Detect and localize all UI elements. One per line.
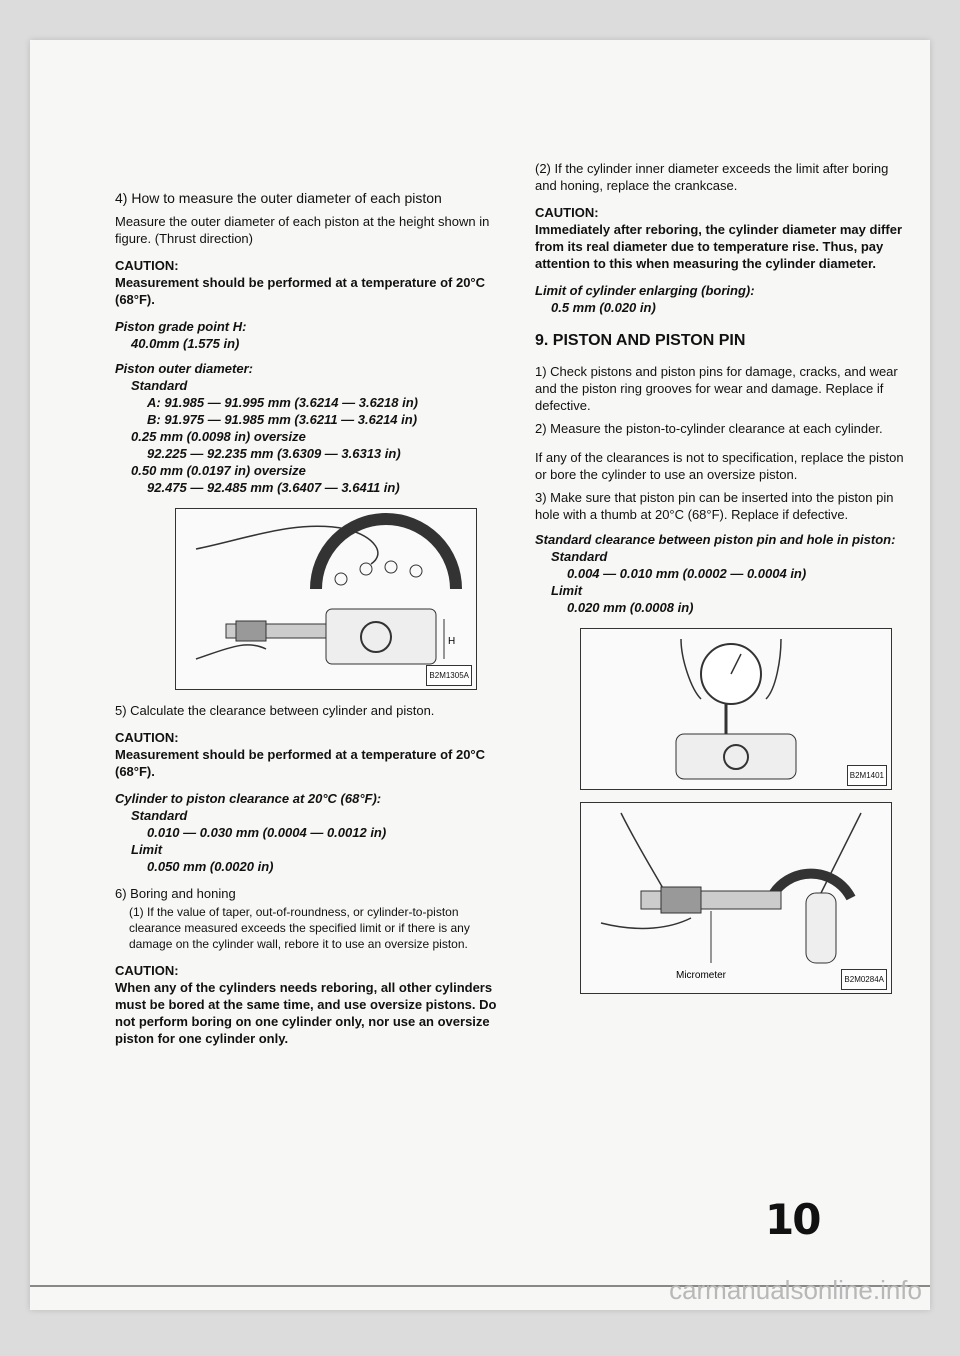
pin-clearance-label: Standard clearance between piston pin and hole in piston:: [535, 532, 896, 547]
standard-a: A: 91.985 — 91.995 mm (3.6214 — 3.6218 in): [147, 395, 418, 410]
height-label-h: H: [448, 636, 456, 647]
clearance-limit-value: 0.050 mm (0.0020 in): [147, 859, 274, 874]
caution-heading: CAUTION:: [115, 258, 179, 273]
standard-label: Standard: [131, 378, 188, 393]
micrometer-label: Micrometer: [676, 970, 727, 981]
section9-step3: 3) Make sure that piston pin can be inserted into the piston pin hole with a thumb at 20°C (68°F). Replace if defective.: [535, 490, 894, 522]
watermark: carmanualsonline.info: [669, 1275, 922, 1305]
clearance-standard-value: 0.010 — 0.030 mm (0.0004 — 0.0012 in): [147, 825, 387, 840]
figure-dial-gauge: [580, 628, 892, 790]
section9-step2: 2) Measure the piston-to-cylinder clearance at each cylinder.: [535, 421, 883, 436]
outer-diameter-label: Piston outer diameter:: [115, 361, 253, 376]
caution-text: When any of the cylinders needs reboring, all other cylinders must be bored at the same time, and use oversize pistons. Do not perform boring on one cylinder only, nor use an oversize piston for one cylinder only.: [115, 980, 497, 1046]
clearance-label: Cylinder to piston clearance at 20°C (68°F):: [115, 791, 382, 806]
step5: 5) Calculate the clearance between cylinder and piston.: [115, 703, 435, 718]
figure-code: B2M0284A: [841, 969, 887, 990]
figure-micrometer-pin: [580, 802, 892, 994]
right-column: [535, 160, 905, 1006]
step4-title: 4) How to measure the outer diameter of each piston: [115, 190, 442, 206]
figure-code: B2M1305A: [426, 665, 472, 686]
oversize-025-label: 0.25 mm (0.0098 in) oversize: [131, 429, 306, 444]
dial-gauge-illustration: [581, 629, 891, 789]
pin-standard-value: 0.004 — 0.010 mm (0.0002 — 0.0004 in): [567, 566, 807, 581]
caution-text: Immediately after reboring, the cylinder diameter may differ from its real diameter due to temperature rise. Thus, pay attention to this when measuring the cylinder diameter.: [535, 222, 903, 271]
caution-heading: CAUTION:: [115, 963, 179, 978]
section9-step1: 1) Check pistons and piston pins for damage, cracks, and wear and the piston ring grooves for wear and damage. Replace if defective.: [535, 364, 898, 413]
step6-2: (2) If the cylinder inner diameter exceeds the limit after boring and honing, replace the crankcase.: [535, 161, 889, 193]
section9-note: If any of the clearances is not to specification, replace the piston or bore the cylinder to use an oversize piston.: [535, 450, 904, 482]
pin-standard: Standard: [551, 549, 608, 564]
grade-label: Piston grade point H:: [115, 319, 247, 334]
figure-piston-measure: [175, 508, 477, 690]
oversize-050-label: 0.50 mm (0.0197 in) oversize: [131, 463, 306, 478]
step6: 6) Boring and honing: [115, 886, 236, 901]
micrometer-illustration: [581, 803, 891, 993]
page-number: 10: [765, 1195, 820, 1244]
piston-micrometer-illustration: [176, 509, 476, 689]
pin-limit: Limit: [551, 583, 583, 598]
oversize-050-value: 92.475 — 92.485 mm (3.6407 — 3.6411 in): [147, 480, 400, 495]
clearance-limit: Limit: [131, 842, 163, 857]
caution-text: Measurement should be performed at a temperature of 20°C (68°F).: [115, 747, 486, 779]
step6-1: (1) If the value of taper, out-of-roundness, or cylinder-to-piston clearance measured exceeds the specified limit or if there is any damage on the cylinder wall, rebore it to use an oversize piston.: [129, 905, 470, 951]
manual-page: [30, 40, 930, 1310]
grade-value: 40.0mm (1.575 in): [131, 336, 240, 351]
oversize-025-value: 92.225 — 92.235 mm (3.6309 — 3.6313 in): [147, 446, 401, 461]
left-column: [115, 190, 505, 1057]
section-heading: 9. PISTON AND PISTON PIN: [535, 332, 746, 349]
pin-limit-value: 0.020 mm (0.0008 in): [567, 600, 694, 615]
step4-body: Measure the outer diameter of each piston at the height shown in figure. (Thrust direction): [115, 214, 490, 246]
enlarge-label: Limit of cylinder enlarging (boring):: [535, 283, 755, 298]
clearance-standard: Standard: [131, 808, 188, 823]
enlarge-value: 0.5 mm (0.020 in): [551, 300, 656, 315]
caution-text: Measurement should be performed at a temperature of 20°C (68°F).: [115, 275, 486, 307]
figure-code: B2M1401: [847, 765, 887, 786]
caution-heading: CAUTION:: [535, 205, 599, 220]
caution-heading: CAUTION:: [115, 730, 179, 745]
standard-b: B: 91.975 — 91.985 mm (3.6211 — 3.6214 in): [147, 412, 418, 427]
